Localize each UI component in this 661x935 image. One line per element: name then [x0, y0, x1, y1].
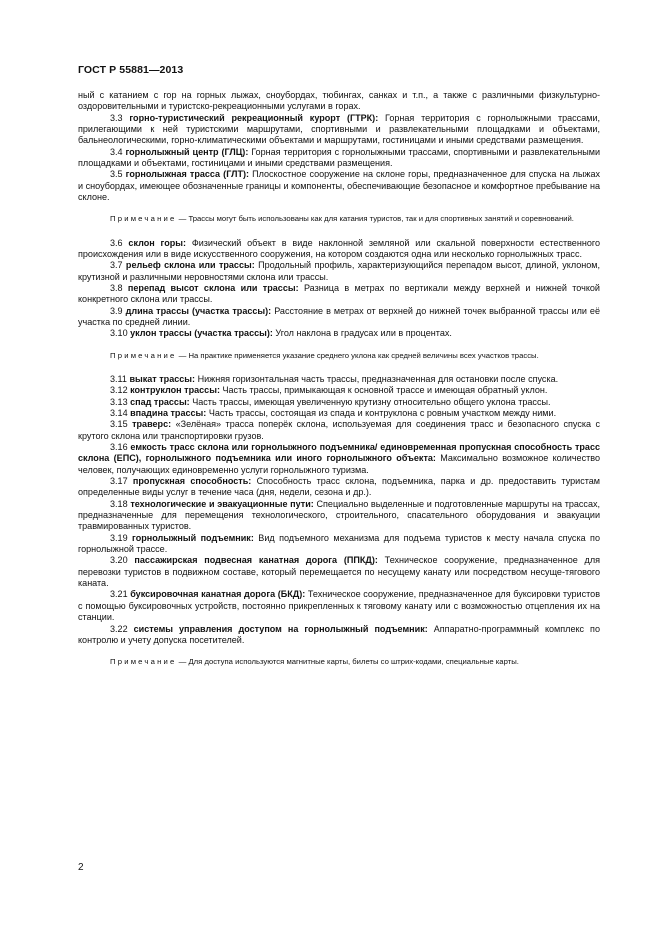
clause-number: 3.19 [110, 532, 128, 543]
clause-number: 3.17 [110, 476, 128, 487]
note-label: Примечание [110, 214, 177, 224]
term-paragraph [78, 90, 600, 113]
term-paragraph [78, 374, 600, 385]
note-1 [78, 214, 600, 224]
clause-number: 3.14 [110, 407, 128, 418]
term-definition: Техническое сооружение, предназначенное для перевозки туристов в подвижном составе, который перемещается по несущему канату или посредством несуще-тягового каната. [78, 555, 601, 589]
term-definition: Часть трассы, имеющая увеличенную крутизну относительно общего уклона трассы. [192, 396, 551, 407]
term-definition: Максимально возможное количество человек, получающих единовременно услуги горнолыжного туризма. [78, 453, 600, 475]
term-paragraph [78, 533, 600, 556]
term-name: склон горы: [128, 237, 186, 248]
term-paragraph [78, 113, 600, 147]
clause-number: 3.8 [110, 283, 123, 294]
term-name: технологические и эвакуационные пути: [130, 498, 314, 509]
note-label: Примечание [110, 350, 177, 360]
note-label: Примечание [110, 657, 177, 667]
term-paragraph [78, 397, 600, 408]
clause-number: 3.6 [110, 237, 123, 248]
term-name: пассажирская подвесная канатная дорога (ППКД): [134, 555, 378, 566]
clause-number: 3.7 [110, 260, 123, 271]
term-paragraph [78, 499, 600, 533]
term-definition: Техническое сооружение, предназначенное для буксировки туристов с помощью буксировочных устройств, постоянно прикрепленных к тяговому канату или с возможностью отцепления их на станции. [78, 589, 600, 623]
terms-group-3 [78, 374, 600, 646]
term-definition: Продольный профиль, характеризующийся перепадом высот, длиной, уклоном, крутизной и различными неровностями склона или трассы. [78, 260, 600, 282]
clause-number: 3.4 [110, 146, 123, 157]
clause-number: 3.16 [110, 442, 128, 452]
note-text: — Трассы могут быть использованы как для катания туристов, так и для спортивных занятий и соревнований. [178, 214, 574, 224]
term-definition: Расстояние в метрах от верхней до нижней точек выбранной трассы или её участка по средней линии. [78, 305, 600, 328]
note-text: — На практике применяется указание среднего уклона как средней величины всех участков трассы. [178, 350, 539, 360]
clause-number: 3.10 [110, 328, 128, 339]
clause-number: 3.13 [110, 396, 128, 407]
term-name: длина трассы (участка трассы): [125, 305, 272, 316]
note-text: — Для доступа используются магнитные карты, билеты со штрих-кодами, специальные карты. [178, 657, 519, 667]
term-definition: Нижняя горизонтальная часть трассы, предназначенная для остановки после спуска. [197, 373, 559, 384]
term-name: системы управления доступом на горнолыжный подъемник: [133, 623, 428, 634]
term-definition: Способность трасс склона, подъемника, парка и др. предоставить туристам определенные виды услуг в течение часа (дня, недели, сезона и др.). [78, 476, 601, 498]
term-definition: Горная территория с горнолыжными трассами, прилегающими к ней туристскими маршрутами, спортивными и развлекательными площадками и объектами, бальнеологическими, горно-климатическими объектами и маршрутами, гостиницами и иными средствами размещения. [78, 112, 601, 146]
term-paragraph [78, 328, 600, 339]
term-name: емкость трасс склона или горнолыжного подъемника/ единовременная пропускная способность трасс склона (ЕПС), горнолыжного подъемника или иного горнолыжного объекта: [78, 442, 601, 464]
clause-number: 3.20 [110, 555, 128, 566]
clause-number: 3.12 [110, 385, 128, 396]
page-number: 2 [78, 862, 84, 873]
term-paragraph [78, 408, 600, 419]
term-paragraph [78, 238, 600, 261]
clause-number: 3.15 [110, 419, 128, 430]
term-name: спад трассы: [130, 396, 190, 407]
term-name: выкат трассы: [129, 373, 196, 384]
term-name: горнолыжный подъемник: [132, 532, 254, 543]
term-name: уклон трассы (участка трассы): [130, 328, 273, 339]
term-paragraph [78, 419, 600, 442]
term-definition: Часть трассы, примыкающая к основной трассе и имеющая обратный уклон. [222, 385, 548, 396]
clause-number: 3.3 [110, 112, 123, 123]
term-paragraph [78, 555, 600, 589]
term-name: горнолыжная трасса (ГЛТ): [125, 169, 249, 180]
standard-header: ГОСТ Р 55881—2013 [78, 64, 184, 76]
term-name: контруклон трассы: [130, 385, 220, 396]
terms-group-1 [78, 90, 600, 203]
document-body [78, 90, 600, 680]
note-2 [78, 351, 600, 361]
term-paragraph [78, 476, 600, 499]
term-name: пропускная способность: [132, 476, 252, 487]
term-definition: Плоскостное сооружение на склоне горы, предназначенное для спуска на лыжах и сноубордах, имеющее обозначенные границы и компоненты, обеспечивающие безопасное и комфортное пребывание на склоне. [78, 169, 600, 203]
term-definition: ный с катанием с гор на горных лыжах, сноубордах, тюбингах, санках и т.п., а также с различными физкультурно-оздоровительными и туристско-рекреационными услугами в горах. [78, 90, 600, 112]
term-paragraph [78, 624, 600, 647]
clause-number: 3.9 [110, 305, 123, 316]
term-name: впадина трассы: [130, 407, 207, 418]
clause-number: 3.5 [110, 169, 123, 180]
term-paragraph [78, 147, 600, 170]
term-paragraph [78, 589, 600, 623]
term-definition: Специально выделенные и подготовленные маршруты на трассах, предназначенные для перемещения технологического, строительного, спасательного оборудования и эвакуации травмированных туристов. [78, 498, 601, 532]
term-name: рельеф склона или трассы: [125, 260, 255, 271]
term-name: траверс: [132, 419, 172, 430]
term-paragraph [78, 283, 600, 306]
term-definition: «Зелёная» трасса поперёк склона, используемая для соединения трасс и безопасного спуска с крутого склона или транспортировки грузов. [78, 419, 601, 441]
terms-group-2 [78, 238, 600, 340]
term-paragraph [78, 169, 600, 203]
clause-number: 3.11 [110, 373, 127, 384]
note-3 [78, 657, 600, 667]
term-paragraph [78, 442, 600, 476]
term-definition: Горная территория с горнолыжными трассами, спортивными и развлекательными площадками и объектами, гостиницами и иными средствами размещения. [78, 146, 601, 169]
term-name: горнолыжный центр (ГЛЦ): [125, 146, 249, 157]
term-definition: Аппаратно-программный комплекс по контролю и учету допуска посетителей. [78, 623, 600, 645]
term-name: перепад высот склона или трассы: [127, 283, 299, 294]
term-paragraph [78, 306, 600, 329]
term-name: горно-туристический рекреационный курорт (ГТРК): [129, 112, 379, 123]
term-definition: Вид подъемного механизма для подъема туристов к месту начала спуска по горнолыжной трассе. [78, 532, 600, 555]
clause-number: 3.21 [110, 589, 128, 600]
term-definition: Физический объект в виде наклонной земляной или скальной поверхности естественного происхождения или в виде искусственного сооружения, на котором создаются одна или несколько горнолыжных трасс. [78, 237, 600, 259]
clause-number: 3.22 [110, 623, 128, 634]
term-name: буксировочная канатная дорога (БКД): [130, 589, 306, 600]
term-paragraph [78, 385, 600, 396]
clause-number: 3.18 [110, 498, 128, 509]
term-definition: Разница в метрах по вертикали между верхней и нижней точкой конкретного склона или трассы. [78, 283, 600, 305]
term-definition: Угол наклона в градусах или в процентах. [275, 328, 452, 339]
term-definition: Часть трассы, состоящая из спада и контруклона с ровным участком между ними. [208, 407, 557, 418]
term-paragraph [78, 260, 600, 283]
